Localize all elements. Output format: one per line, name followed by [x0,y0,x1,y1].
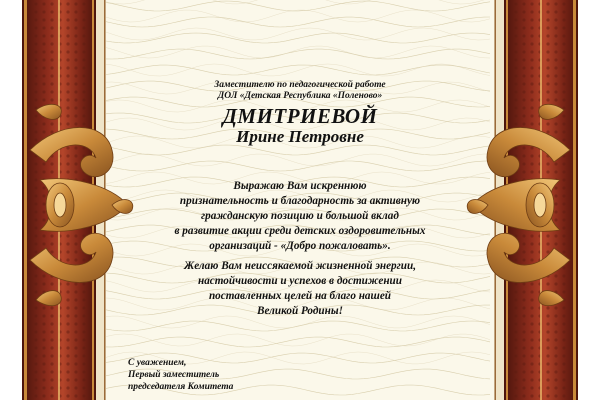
addressee-given-names: Ирине Петровне [236,127,364,146]
body-line: Выражаю Вам искреннюю [233,180,367,192]
body-line: Желаю Вам неиссякаемой жизненной энергии, [183,260,417,272]
body-line: поставленных целей на благо нашей [208,290,392,302]
body-line: организаций - «Добро пожаловать». [209,240,391,252]
addressee-organization: ДОЛ «Детская Республика «Поленово» [217,91,383,101]
signature-title: Первый заместитель [128,370,220,380]
body-line: в развитие акции среди детских оздоровительных [174,225,426,237]
signature-greeting: С уважением, [128,358,187,368]
body-line: признательность и благодарность за активную [179,195,421,207]
signature-title-continued: председателя Комитета [128,382,234,392]
body-line: Великой Родины! [257,305,343,317]
body-line: гражданскую позицию и большой вклад [201,210,399,222]
addressee-position: Заместителю по педагогической работе [214,80,386,90]
body-line: настойчивости и успехов в достижении [197,275,402,287]
addressee-surname: ДМИТРИЕВОЙ [222,104,378,128]
